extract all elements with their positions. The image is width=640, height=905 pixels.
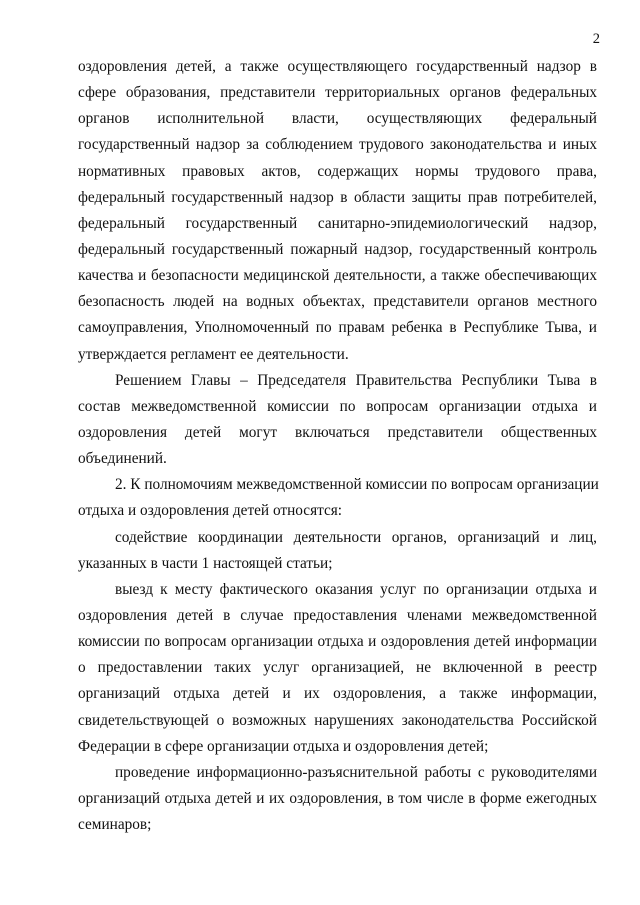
text-line: семинаров; (78, 816, 152, 834)
text-line: безопасность людей на водных объектах, представители органов местного (78, 293, 597, 311)
text-line: нормативных правовых актов, содержащих нормы трудового права, (78, 162, 597, 180)
text-line: отдыха и оздоровления детей относятся: (78, 502, 343, 520)
text-line: качества и безопасности медицинской деятельности, а также обеспечивающих (78, 267, 597, 285)
text-line: 2. К полномочиям межведомственной комиссии по вопросам организации (115, 476, 599, 494)
text-line: содействие координации деятельности органов, организаций и лиц, (115, 528, 597, 546)
text-line: свидетельствующей о возможных нарушениях законодательства Российской (78, 711, 597, 729)
paragraph (78, 525, 597, 577)
text-line: самоуправления, Уполномоченный по правам ребенка в Республике Тыва, и (78, 319, 597, 337)
text-line: организаций отдыха детей и их оздоровления, в том числе в форме ежегодных (78, 789, 597, 807)
text-line: Федерации в сфере организации отдыха и оздоровления детей; (78, 737, 489, 755)
text-line: Решением Главы – Председателя Правительства Республики Тыва в (115, 371, 597, 389)
text-line: проведение информационно-разъяснительной работы с руководителями (115, 763, 597, 781)
paragraph (78, 760, 597, 838)
text-line: о предоставлении таких услуг организацией, не включенной в реестр (78, 659, 597, 677)
text-line: органов исполнительной власти, осуществляющих федеральный (78, 110, 597, 128)
text-line: утверждается регламент ее деятельности. (78, 345, 349, 363)
text-line: объединений. (78, 450, 167, 468)
text-line: выезд к месту фактического оказания услуг по организации отдыха и (115, 580, 597, 598)
text-line: оздоровления детей могут включаться представители общественных (78, 423, 597, 441)
document-body (78, 54, 597, 838)
paragraph (78, 577, 597, 760)
text-line: федеральный государственный санитарно-эпидемиологический надзор, (78, 214, 597, 232)
paragraph (78, 54, 597, 368)
text-line: федеральный государственный пожарный надзор, государственный контроль (78, 240, 597, 258)
text-line: организаций отдыха детей и их оздоровления, а также информации, (78, 685, 597, 703)
text-line: оздоровления детей, а также осуществляющего государственный надзор в (78, 58, 597, 75)
text-line: состав межведомственной комиссии по вопросам организации отдыха и (78, 397, 597, 415)
text-line: оздоровления детей в случае предоставления членами межведомственной (78, 606, 597, 624)
text-line: федеральный государственный надзор в области защиты прав потребителей, (78, 188, 597, 206)
text-line: указанных в части 1 настоящей статьи; (78, 554, 333, 572)
text-line: комиссии по вопросам организации отдыха и оздоровления детей информации (78, 633, 597, 651)
paragraph (78, 472, 597, 524)
text-line: сфере образования, представители территориальных органов федеральных (78, 84, 597, 102)
paragraph (78, 368, 597, 473)
text-line: государственный надзор за соблюдением трудового законодательства и иных (78, 136, 597, 154)
page-number: 2 (592, 31, 600, 47)
